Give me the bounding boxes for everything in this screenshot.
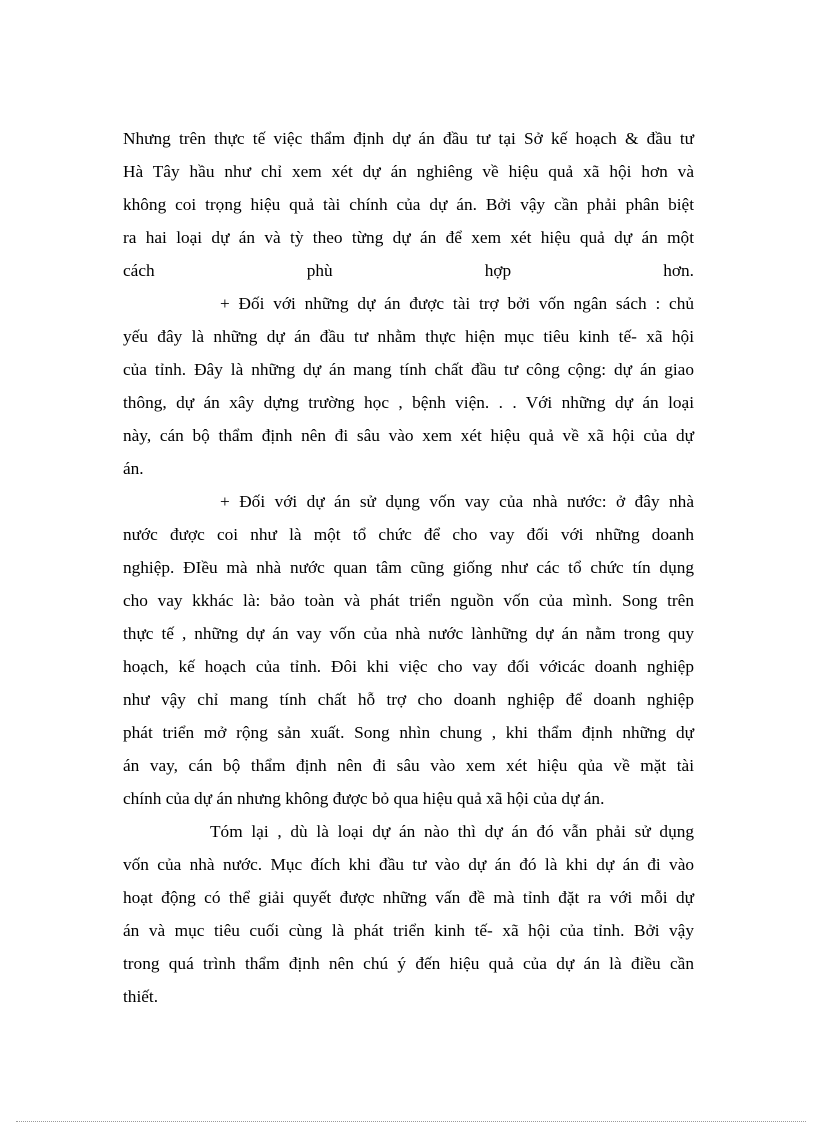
text-line: ra hai loại dự án và tỳ theo từng dự án để xem xét hiệu quả dự án một — [123, 228, 694, 247]
text-line: cho vay kkhác là: bảo toàn và phát triển nguồn vốn của mình. Song trên — [123, 591, 694, 610]
text-line: án. — [123, 459, 144, 478]
text-line: + Đối với dự án sử dụng vốn vay của nhà nước: ở đây nhà — [220, 492, 694, 511]
text-line: nước được coi như là một tổ chức để cho vay đối với những doanh — [123, 525, 694, 544]
text-line: yếu đây là những dự án đầu tư nhằm thực hiện mục tiêu kinh tế- xã hội — [123, 327, 694, 346]
text-line: không coi trọng hiệu quả tài chính của dự án. Bởi vậy cần phải phân biệt — [123, 195, 694, 214]
text-line: án vay, cán bộ thẩm định nên đi sâu vào xem xét hiệu qủa về mặt tài — [123, 756, 694, 775]
text-line: vốn của nhà nước. Mục đích khi đầu tư vào dự án đó là khi dự án đi vào — [123, 855, 694, 874]
text-line: thiết. — [123, 987, 159, 1006]
text-line: Nhưng trên thực tế việc thẩm định dự án đầu tư tại Sở kế hoạch & đầu tư — [123, 129, 694, 148]
text-line: + Đối với những dự án được tài trợ bởi vốn ngân sách : chủ — [220, 294, 694, 313]
text-line: phát triển mở rộng sản xuất. Song nhìn chung , khi thẩm định những dự — [123, 723, 694, 742]
text-line: nghiệp. ĐIều mà nhà nước quan tâm cũng giống như các tổ chức tín dụng — [123, 558, 694, 577]
text-line: như vậy chỉ mang tính chất hỗ trợ cho doanh nghiệp để doanh nghiệp — [123, 690, 694, 709]
text-line: án và mục tiêu cuối cùng là phát triển kinh tế- xã hội của tỉnh. Bởi vậy — [123, 921, 694, 940]
text-line: cách phù hợp hơn. — [123, 261, 694, 280]
text-line: hoạch, kế hoạch của tỉnh. Đôi khi việc cho vay đối vớicác doanh nghiệp — [123, 657, 694, 676]
text-line: hoạt động có thể giải quyết được những vấn đề mà tỉnh đặt ra với mỗi dự — [123, 888, 694, 907]
text-line: này, cán bộ thẩm định nên đi sâu vào xem xét hiệu quả về xã hội của dự — [123, 426, 694, 445]
text-line: trong quá trình thẩm định nên chú ý đến hiệu quả của dự án là điều cần — [123, 954, 694, 973]
page-bottom-divider — [16, 1121, 806, 1122]
text-line: của tỉnh. Đây là những dự án mang tính chất đầu tư công cộng: dự án giao — [123, 360, 694, 379]
text-line: thực tế , những dự án vay vốn của nhà nước lànhững dự án nằm trong quy — [123, 624, 694, 643]
document-page — [123, 122, 694, 1013]
text-line: chính của dự án nhưng không được bỏ qua hiệu quả xã hội của dự án. — [123, 789, 605, 808]
text-line: Tóm lại , dù là loại dự án nào thì dự án đó vẫn phải sử dụng — [210, 822, 694, 841]
text-line: Hà Tây hầu như chỉ xem xét dự án nghiêng về hiệu quả xã hội hơn và — [123, 162, 694, 181]
text-line: thông, dự án xây dựng trường học , bệnh viện. . . Với những dự án loại — [123, 393, 694, 412]
